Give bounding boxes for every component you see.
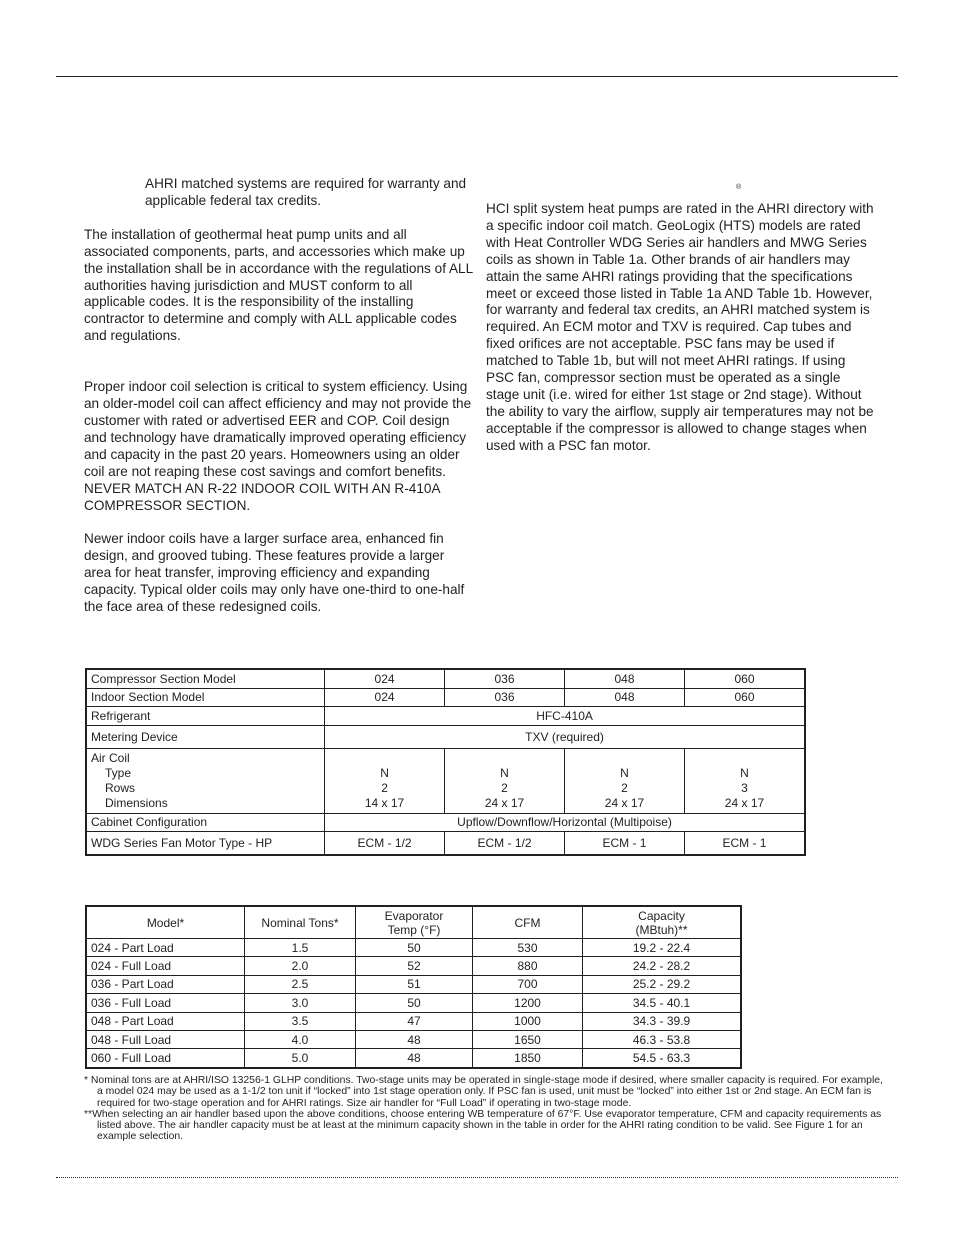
table-row [86,939,741,957]
table-cell: TXV (required) [325,725,805,748]
table-row [86,1030,741,1048]
split-system-paragraph: HCI split system heat pumps are rated in the AHRI directory with a specific indoor coil match. GeoLogix (HTS) models are rated with Heat Controller WDG Series air handlers and MWG Series coils as shown in Table 1a. Other brands of air handlers may attain the same AHRI ratings providing that the specifications meet or exceed those listed in Table 1a AND Table 1b. However, for warranty and federal tax credits, an AHRI matched system is required. An ECM motor and TXV is required. Cap tubes and fixed orifices are not acceptable. PSC fans may be used if matched to Table 1b, but will not meet AHRI ratings. If using PSC fan, compressor section must be operated as a single stage unit (i.e. wired for either 1st stage or 2nd stage). Without the ability to vary the airflow, supply air temperatures may not be acceptable if the compressor is allowed to change stages when used with a PSC fan motor. [486,201,874,453]
table-cell [325,748,445,813]
table-cell: 2.0 [245,957,356,975]
table-cell: 048 [565,669,685,688]
table-cell: 048 - Full Load [86,1030,245,1048]
table-cell [565,748,685,813]
row-label: WDG Series Fan Motor Type - HP [86,832,325,856]
table-cell: 54.5 - 63.3 [583,1049,742,1068]
registered-mark: ® [736,184,742,191]
coil-selection-paragraph: Proper indoor coil selection is critical to system efficiency. Using an older-model coil can affect efficiency and may not provide the customer with rated or advertised EER and COP. Coil design and technology have dramatically improved operating efficiency and capacity in the past 20 years. Homeowners using an older coil are not reaping these cost savings and comfort benefits. NEVER MATCH AN R-22 INDOOR COIL WITH AN R-410A COMPRESSOR SECTION. [84,379,472,513]
table-row [86,688,805,707]
table-cell: ECM - 1/2 [445,832,565,856]
table-row [86,975,741,993]
table-cell: 700 [473,975,583,993]
table-cell: 5.0 [245,1049,356,1068]
table-cell: 34.5 - 40.1 [583,994,742,1012]
row-sublabel: Dimensions [105,795,168,810]
table-row [86,1012,741,1030]
table-cell: 19.2 - 22.4 [583,939,742,957]
table-header-row [86,906,741,939]
table-cell: 880 [473,957,583,975]
header-line: (MBtuh)** [635,922,688,937]
table-cell [445,748,565,813]
header-line: Evaporator [384,908,444,923]
column-header [356,906,473,939]
table-cell: ECM - 1/2 [325,832,445,856]
column-header: Nominal Tons* [245,906,356,939]
table-cell: 1000 [473,1012,583,1030]
footnotes [84,1075,884,1143]
table-cell: 2.5 [245,975,356,993]
row-label: Refrigerant [86,707,325,726]
table-cell: ECM - 1 [565,832,685,856]
header-line: Capacity [638,908,685,923]
top-rule [56,76,898,77]
table-cell: 4.0 [245,1030,356,1048]
table-cell: ECM - 1 [684,832,805,856]
table-cell: 46.3 - 53.8 [583,1030,742,1048]
table-cell: 3.0 [245,994,356,1012]
table-row [86,725,805,748]
coil-rows: 2 [381,780,388,795]
table-cell [684,748,805,813]
coil-dimensions: 24 x 17 [604,795,645,810]
table-cell: 024 - Full Load [86,957,245,975]
coil-type: N [620,765,629,780]
column-header: Model* [86,906,245,939]
table-cell: 1.5 [245,939,356,957]
table-cell: 530 [473,939,583,957]
table-cell: 52 [356,957,473,975]
newer-coils-paragraph: Newer indoor coils have a larger surface area, enhanced fin design, and grooved tubing. These features provide a larger area for heat transfer, improving efficiency and expanding capacity. Typical older coils may only have one-third to one-half the face area of these redesigned coils. [84,531,465,615]
table-cell: 060 [684,669,805,688]
row-sublabel: Rows [105,780,136,795]
table-cell: 50 [356,939,473,957]
table-cell: 036 - Full Load [86,994,245,1012]
row-label: Air Coil [91,750,130,765]
table-row [86,669,805,688]
table-cell: 48 [356,1049,473,1068]
table-cell: 024 - Part Load [86,939,245,957]
table-cell: 1850 [473,1049,583,1068]
table-cell: 24.2 - 28.2 [583,957,742,975]
table-row [86,1049,741,1068]
coil-type: N [380,765,389,780]
table-cell: 3.5 [245,1012,356,1030]
rating-table [85,905,742,1069]
row-label: Indoor Section Model [86,688,325,707]
coil-dimensions: 24 x 17 [724,795,765,810]
table-cell: 25.2 - 29.2 [583,975,742,993]
table-cell: 036 [445,669,565,688]
footnote-air-handler: **When selecting an air handler based upon the above conditions, choose entering WB temperature of 67°F. Use evaporator temperature, CFM and capacity requirements as listed above. The air handler capacity must be at least at the minimum capacity shown in the table in order for the AHRI rating condition to be valid. See Figure 1 for an example selection. [84,1108,882,1143]
installation-paragraph: The installation of geothermal heat pump units and all associated components, parts, and accessories which make up the installation shall be in accordance with the regulations of ALL authorities having jurisdiction and MUST conform to all applicable codes. It is the responsibility of the installing contractor to determine and comply with ALL applicable codes and regulations. [84,226,473,344]
coil-rows: 3 [741,780,748,795]
table-cell: 024 [325,688,445,707]
table-cell: Upflow/Downflow/Horizontal (Multipoise) [325,813,805,832]
table-row [86,813,805,832]
row-label: Cabinet Configuration [86,813,325,832]
table-cell: 1200 [473,994,583,1012]
table-cell: 51 [356,975,473,993]
table-cell: 036 [445,688,565,707]
table-cell: 036 - Part Load [86,975,245,993]
table-cell: 060 [684,688,805,707]
bottom-rule [56,1177,898,1178]
footnote-nominal-tons: * Nominal tons are at AHRI/ISO 13256-1 GLHP conditions. Two-stage units may be operated in single-stage mode if desired, where smaller capacity is required. For example, a model 024 may be used as a 1-1/2 ton unit if “locked” into 1st stage operation only. If PSC fan is used, unit must be “locked” into either 1st or 2nd stage. An ECM fan is required for two-stage operation and for AHRI ratings. Size air handler for “Full Load” if operating in two-stage mode. [84,1075,883,1109]
row-sublabel: Type [105,765,132,780]
column-header [583,906,742,939]
table-cell: 060 - Full Load [86,1049,245,1068]
coil-type: N [500,765,509,780]
table-cell: 048 [565,688,685,707]
row-label: Compressor Section Model [86,669,325,688]
coil-dimensions: 24 x 17 [484,795,525,810]
column-header: CFM [473,906,583,939]
row-label: Metering Device [86,725,325,748]
coil-rows: 2 [621,780,628,795]
table-cell: 48 [356,1030,473,1048]
coil-dimensions: 14 x 17 [364,795,405,810]
warranty-paragraph: AHRI matched systems are required for warranty and applicable federal tax credits. [145,176,467,208]
spec-table [85,668,806,856]
table-row [86,832,805,856]
table-cell: HFC-410A [325,707,805,726]
table-cell: 048 - Part Load [86,1012,245,1030]
table-row [86,994,741,1012]
right-column [486,176,876,455]
table-cell: 50 [356,994,473,1012]
air-coil-label-cell [86,748,325,813]
coil-rows: 2 [501,780,508,795]
table-cell: 1650 [473,1030,583,1048]
table-cell: 34.3 - 39.9 [583,1012,742,1030]
left-column [84,176,474,616]
table-row [86,957,741,975]
coil-type: N [740,765,749,780]
table-cell: 47 [356,1012,473,1030]
table-cell: 024 [325,669,445,688]
table-row [86,707,805,726]
header-line: Temp (°F) [387,922,441,937]
table-row [86,748,805,813]
